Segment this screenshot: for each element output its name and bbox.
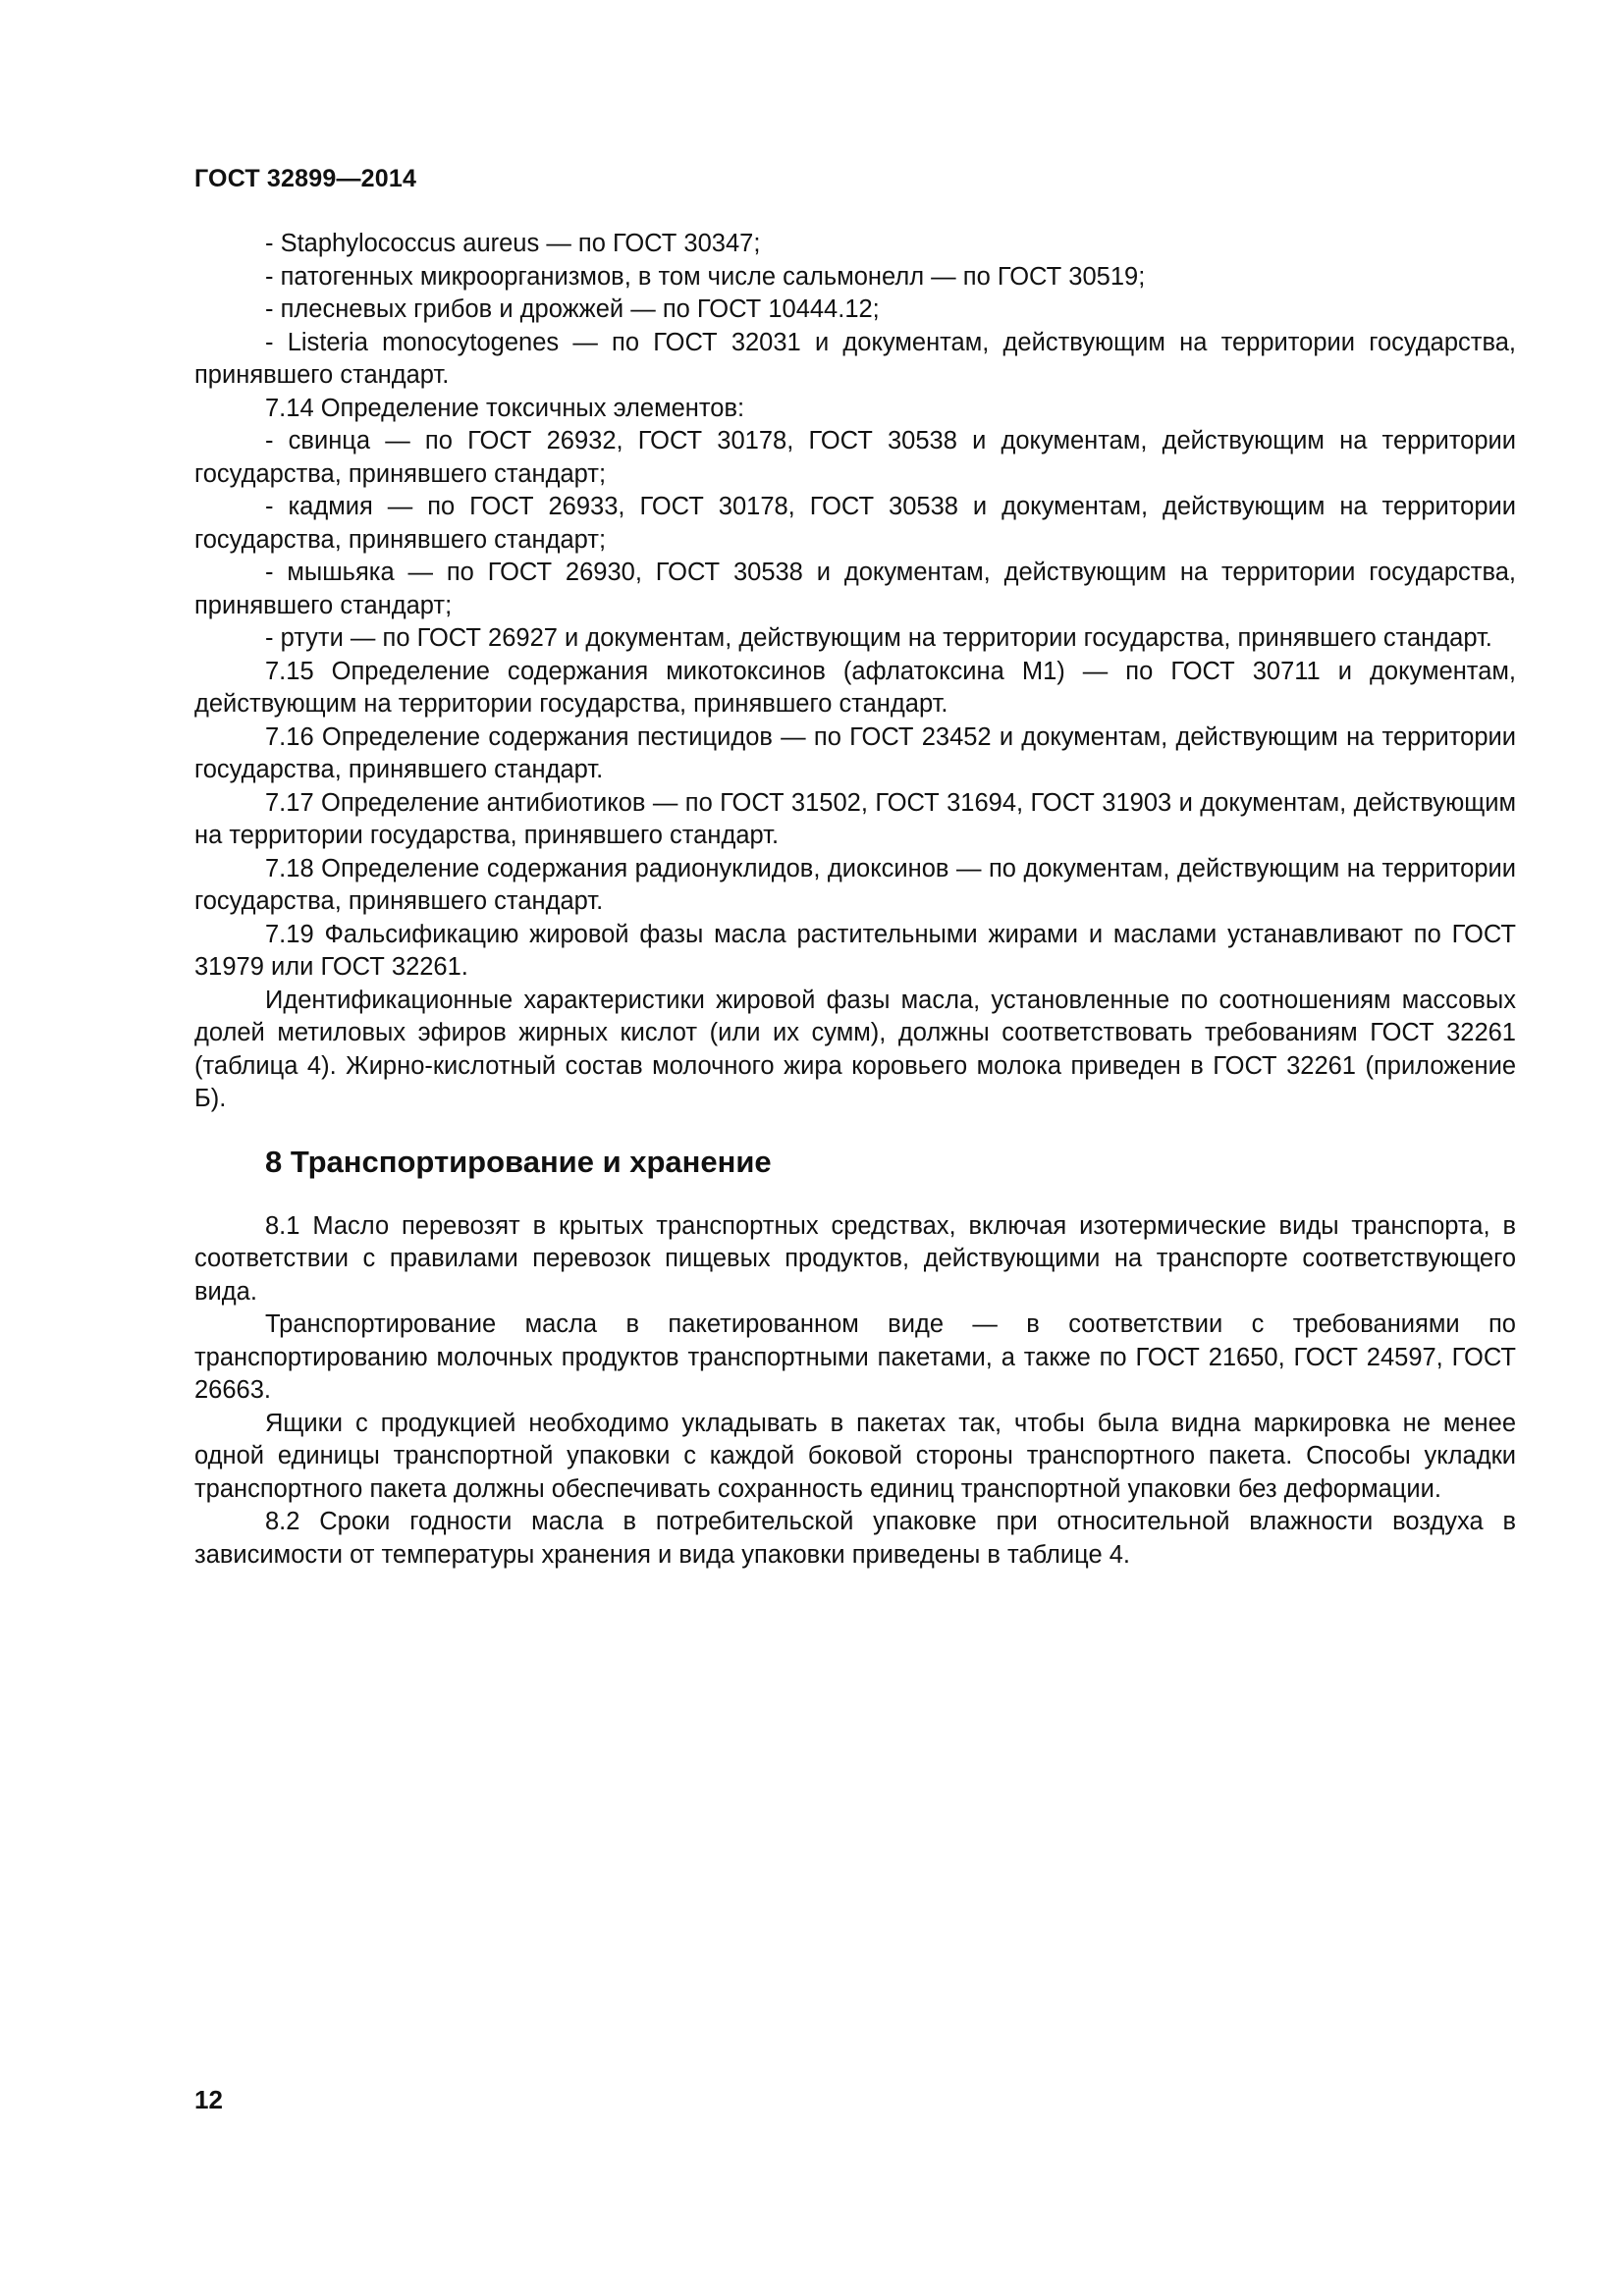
paragraph: 7.16 Определение содержания пестицидов — по ГОСТ 23452 и документам, действующим на территории государства, принявшего стандарт.: [194, 722, 1516, 783]
document-header-id: ГОСТ 32899—2014: [194, 165, 417, 192]
section-heading: 8 Транспортирование и хранение: [265, 1144, 772, 1179]
paragraph: Идентификационные характеристики жировой фазы масла, установленные по соотношениям массовых долей метиловых эфиров жирных кислот (или их сумм), должны соответствовать требованиям ГОСТ 32261 (таблица 4). Жирно-кислотный состав молочного жира коровьего молока приведен в ГОСТ 32261 (приложение Б).: [194, 986, 1516, 1112]
paragraph: Транспортирование масла в пакетированном виде — в соответствии с требованиями по транспортированию молочных продуктов транспортными пакетами, а также по ГОСТ 21650, ГОСТ 24597, ГОСТ 26663.: [194, 1310, 1516, 1404]
paragraph: - кадмия — по ГОСТ 26933, ГОСТ 30178, ГОСТ 30538 и документам, действующим на территории государства, принявшего стандарт;: [194, 493, 1516, 554]
paragraph: Ящики с продукцией необходимо укладывать в пакетах так, чтобы была видна маркировка не менее одной единицы транспортной упаковки с каждой боковой стороны транспортного пакета. Способы укладки транспортного пакета должны обеспечивать сохранность единиц транспортной упаковки без деформации.: [194, 1409, 1516, 1503]
paragraph: - мышьяка — по ГОСТ 26930, ГОСТ 30538 и документам, действующим на территории государства, принявшего стандарт;: [194, 559, 1516, 619]
paragraph: 7.17 Определение антибиотиков — по ГОСТ 31502, ГОСТ 31694, ГОСТ 31903 и документам, действующим на территории государства, принявшего стандарт.: [194, 788, 1516, 849]
paragraph: - патогенных микроорганизмов, в том числе сальмонелл — по ГОСТ 30519;: [265, 262, 1146, 291]
paragraph: 8.1 Масло перевозят в крытых транспортных средствах, включая изотермические виды транспорта, в соответствии с правилами перевозок пищевых продуктов, действующими на транспорте соответствующего вида.: [194, 1211, 1516, 1306]
page-number: 12: [194, 2085, 223, 2114]
paragraph: 7.19 Фальсификацию жировой фазы масла растительными жирами и маслами устанавливают по ГОСТ 31979 или ГОСТ 32261.: [194, 920, 1516, 981]
document-body: [194, 228, 1516, 1572]
paragraph: 8.2 Сроки годности масла в потребительской упаковке при относительной влажности воздуха в зависимости от температуры хранения и вида упаковки приведены в таблице 4.: [194, 1508, 1516, 1569]
paragraph: - Listeria monocytogenes — по ГОСТ 32031 и документам, действующим на территории государства, принявшего стандарт.: [194, 328, 1516, 389]
paragraph: 7.14 Определение токсичных элементов:: [265, 394, 745, 422]
paragraph: 7.18 Определение содержания радионуклидов, диоксинов — по документам, действующим на территории государства, принявшего стандарт.: [194, 854, 1516, 915]
paragraph: - плесневых грибов и дрожжей — по ГОСТ 10444.12;: [265, 295, 880, 323]
paragraph: 7.15 Определение содержания микотоксинов (афлатоксина М1) — по ГОСТ 30711 и документам, действующим на территории государства, принявшего стандарт.: [194, 657, 1516, 718]
paragraph: - ртути — по ГОСТ 26927 и документам, действующим на территории государства, принявшего стандарт.: [265, 624, 1492, 652]
paragraph: - свинца — по ГОСТ 26932, ГОСТ 30178, ГОСТ 30538 и документам, действующим на территории государства, принявшего стандарт;: [194, 427, 1516, 488]
paragraph: - Staphylococcus aureus — по ГОСТ 30347;: [265, 230, 761, 257]
